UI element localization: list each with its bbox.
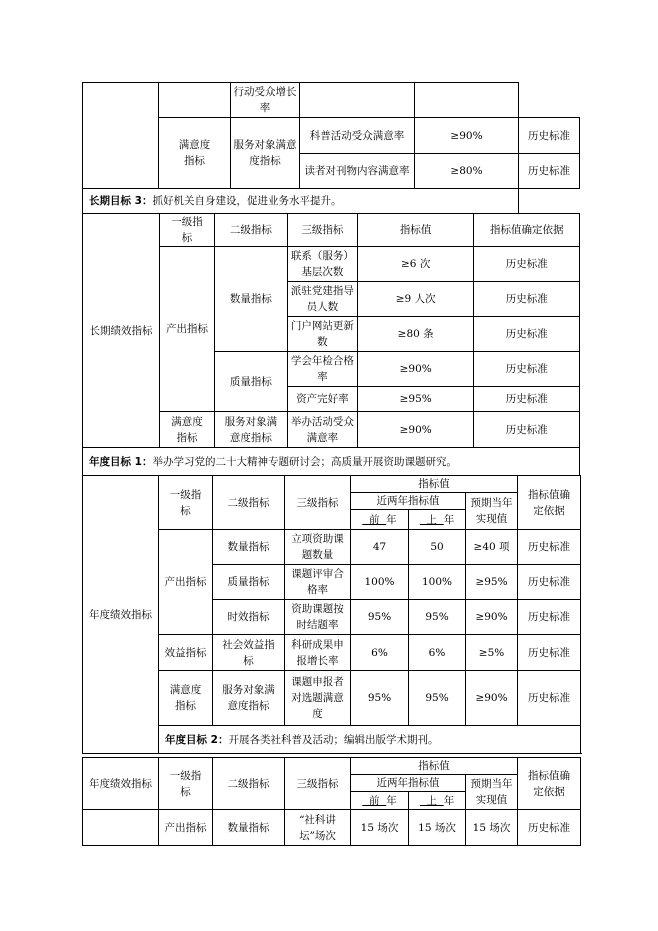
cell-basis: 历史标准 (474, 352, 580, 387)
cell-l3: 派驻党建指导员人数 (287, 282, 357, 317)
cell-l3: 资产完好率 (287, 387, 357, 412)
cell-qty: 数量指标 (214, 247, 287, 352)
cell-basis: 历史标准 (518, 671, 581, 726)
cell-l2: 服务对象满意度指标 (231, 118, 300, 189)
header-basis: 指标值确定依据 (518, 758, 581, 810)
cell-last: 95% (409, 671, 466, 726)
cell-last: 100% (409, 565, 466, 600)
header-value: 指标值 (357, 214, 474, 247)
cell-l3: 立项资助课题数量 (285, 530, 351, 565)
cell-last: 50 (409, 530, 466, 565)
cell-l3: “社科讲坛”场次 (285, 810, 351, 846)
goal-text: 举办学习党的二十大精神专题研讨会；高质量开展资助课题研究。 (152, 455, 457, 468)
cell-sat-l2: 服务对象满意度指标 (214, 412, 287, 448)
cell-basis: 历史标准 (519, 118, 580, 154)
header-recent: 近两年指标值 (351, 775, 466, 792)
header-value: 指标值 (351, 758, 518, 775)
side-label: 长期绩效指标 (83, 214, 160, 448)
header-l3: 三级指标 (285, 758, 351, 810)
header-last-label: 上 (426, 794, 437, 807)
header-expect: 预期当年实现值 (466, 493, 518, 530)
cell-l3: 读者对刊物内容满意率 (300, 154, 415, 189)
cell-basis: 历史标准 (474, 412, 580, 448)
cell-basis: 历史标准 (474, 247, 580, 282)
cell-prev: 47 (351, 530, 409, 565)
goal-row (83, 189, 519, 214)
goal-row (159, 726, 581, 754)
cell-l3: 课题评审合格率 (285, 565, 351, 600)
cell-l3: 举办活动受众满意率 (287, 412, 357, 448)
cell-l2: 质量指标 (213, 565, 285, 600)
cell-prev: 95% (351, 600, 409, 635)
cell-empty (159, 83, 231, 118)
table-continuation (82, 82, 580, 214)
cell-expect: 15 场次 (466, 810, 518, 846)
header-l2: 二级指标 (213, 758, 285, 810)
table-annual-2 (82, 757, 581, 846)
header-l2: 二级指标 (213, 476, 285, 530)
cell-last: 15 场次 (409, 810, 466, 846)
goal-row (83, 448, 580, 476)
cell-basis: 历史标准 (474, 387, 580, 412)
header-year-label: 年 (386, 794, 397, 807)
cell-last: 95% (409, 600, 466, 635)
header-last-label: 上 (426, 513, 437, 526)
goal-text: 开展各类社科普及活动；编辑出版学术期刊。 (228, 733, 439, 746)
goal-label: 年度目标 1： (89, 455, 153, 468)
cell-l3: 联系（服务）基层次数 (287, 247, 357, 282)
cell-value: ≥80 条 (357, 317, 474, 352)
header-value: 指标值 (351, 476, 518, 493)
cell-l3: 学会年检合格率 (287, 352, 357, 387)
cell-blank (83, 810, 159, 846)
cell-value: ≥9 人次 (357, 282, 474, 317)
table-annual-1 (82, 475, 581, 754)
cell-output: 产出指标 (160, 247, 215, 412)
cell-value: ≥90% (357, 352, 474, 387)
cell-l2: 数量指标 (213, 810, 285, 846)
header-basis: 指标值确定依据 (474, 214, 580, 247)
cell-l1: 满意度指标 (159, 118, 231, 189)
header-l1: 一级指标 (159, 476, 213, 530)
cell-l3: 科研成果申报增长率 (285, 635, 351, 671)
header-l2: 二级指标 (214, 214, 287, 247)
header-year-label: 年 (443, 794, 455, 807)
goal-text: 抓好机关自身建设，促进业务水平提升。 (152, 195, 342, 207)
cell-basis: 历史标准 (474, 282, 580, 317)
cell-basis (415, 83, 519, 118)
cell-last: 6% (409, 635, 466, 671)
header-prev-label: 前 (369, 513, 380, 526)
side-label: 年度绩效指标 (83, 758, 159, 810)
cell-output: 产出指标 (159, 810, 213, 846)
header-l1: 一级指标 (159, 758, 213, 810)
header-last-year (409, 792, 466, 810)
header-prev-year (351, 792, 409, 810)
cell-output: 产出指标 (159, 530, 213, 635)
cell-expect: ≥5% (466, 635, 518, 671)
header-l3: 三级指标 (285, 476, 351, 530)
header-year-label: 年 (386, 513, 397, 526)
cell-l3: 行动受众增长率 (231, 83, 300, 118)
cell-value: ≥90% (357, 412, 474, 448)
header-recent: 近两年指标值 (351, 493, 466, 510)
cell-expect: ≥90% (466, 671, 518, 726)
cell-prev: 100% (351, 565, 409, 600)
goal-label: 长期目标 3： (89, 195, 153, 207)
cell-l2: 时效指标 (213, 600, 285, 635)
cell-value (300, 83, 415, 118)
cell-prev: 6% (351, 635, 409, 671)
cell-basis: 历史标准 (474, 317, 580, 352)
cell-l3: 门户网站更新数 (287, 317, 357, 352)
header-l3: 三级指标 (287, 214, 357, 247)
cell-basis: 历史标准 (518, 530, 581, 565)
cell-expect: ≥40 项 (466, 530, 518, 565)
cell-quality: 质量指标 (214, 352, 287, 412)
cell-prev: 15 场次 (351, 810, 409, 846)
cell-l2: 服务对象满意度指标 (213, 671, 285, 726)
side-label: 年度绩效指标 (83, 476, 159, 754)
cell-l3: 科普活动受众满意率 (300, 118, 415, 154)
cell-value: ≥90% (415, 118, 519, 154)
cell-basis: 历史标准 (518, 810, 581, 846)
side-cell-empty (83, 83, 159, 189)
cell-basis: 历史标准 (519, 154, 580, 189)
goal-label: 年度目标 2： (165, 733, 229, 746)
cell-expect: ≥90% (466, 600, 518, 635)
header-basis: 指标值确定依据 (518, 476, 581, 530)
header-last-year (409, 510, 466, 530)
cell-l3: 资助课题按时结题率 (285, 600, 351, 635)
cell-benefit: 效益指标 (159, 635, 213, 671)
cell-l2: 数量指标 (213, 530, 285, 565)
header-prev-label: 前 (369, 794, 380, 807)
cell-basis: 历史标准 (518, 565, 581, 600)
header-expect: 预期当年实现值 (466, 775, 518, 810)
header-year-label: 年 (443, 513, 455, 526)
header-l1: 一级指标 (160, 214, 215, 247)
header-prev-year (351, 510, 409, 530)
cell-expect: ≥95% (466, 565, 518, 600)
cell-basis: 历史标准 (518, 635, 581, 671)
cell-value: ≥6 次 (357, 247, 474, 282)
cell-l3: 课题申报者对选题满意度 (285, 671, 351, 726)
cell-prev: 95% (351, 671, 409, 726)
cell-l2: 社会效益指标 (213, 635, 285, 671)
cell-value: ≥80% (415, 154, 519, 189)
cell-sat-l1: 满意度指标 (159, 671, 213, 726)
cell-basis: 历史标准 (518, 600, 581, 635)
cell-sat-l1: 满意度指标 (160, 412, 215, 448)
cell-value: ≥95% (357, 387, 474, 412)
table-long-term (82, 213, 580, 476)
